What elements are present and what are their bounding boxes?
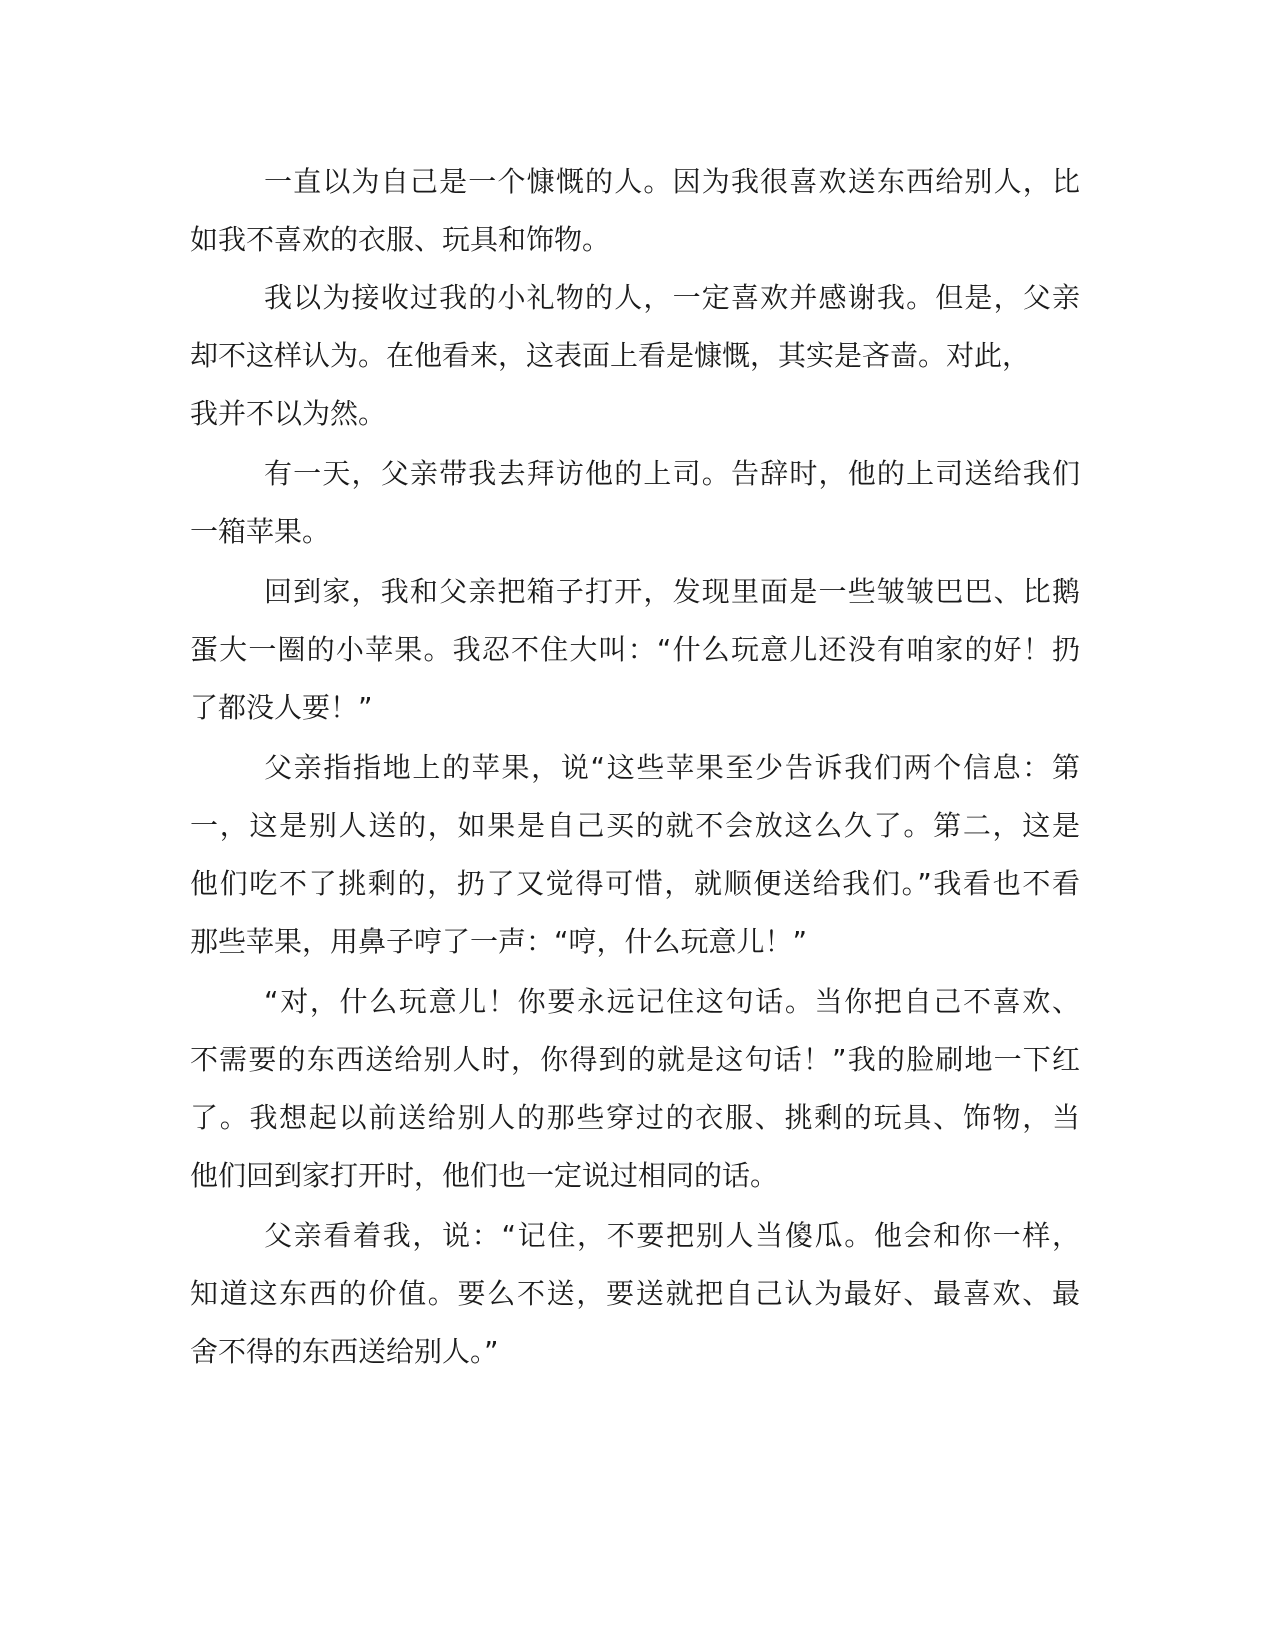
- paragraph-2-line-1: 我以为接收过我的小礼物的人，一定喜欢并感谢我。但是，父亲: [264, 281, 1080, 314]
- paragraph-3-line-2: 一箱苹果。: [190, 515, 331, 548]
- paragraph-4-line-2: 蛋大一圈的小苹果。我忍不住大叫：“什么玩意儿还没有咱家的好！扔: [190, 633, 1080, 666]
- paragraph-6-line-2: 不需要的东西送给别人时，你得到的就是这句话！”我的脸刷地一下红: [190, 1043, 1080, 1076]
- paragraph-4-line-1: 回到家，我和父亲把箱子打开，发现里面是一些皱皱巴巴、比鹅: [264, 575, 1080, 608]
- paragraph-3-line-1: 有一天，父亲带我去拜访他的上司。告辞时，他的上司送给我们: [264, 457, 1080, 490]
- paragraph-5-line-4: 那些苹果，用鼻子哼了一声：“哼，什么玩意儿！”: [190, 925, 808, 958]
- paragraph-7-line-3: 舍不得的东西送给别人。”: [190, 1335, 499, 1368]
- paragraph-2-line-2: 却不这样认为。在他看来，这表面上看是慷慨，其实是吝啬。对此，: [190, 339, 1031, 372]
- paragraph-7-line-2: 知道这东西的价值。要么不送，要送就把自己认为最好、最喜欢、最: [190, 1277, 1080, 1310]
- paragraph-7-line-1: 父亲看着我，说：“记住，不要把别人当傻瓜。他会和你一样，: [264, 1219, 1080, 1252]
- paragraph-6-line-3: 了。我想起以前送给别人的那些穿过的衣服、挑剩的玩具、饰物，当: [190, 1101, 1080, 1134]
- paragraph-6-line-4: 他们回到家打开时，他们也一定说过相同的话。: [190, 1159, 779, 1192]
- paragraph-2-line-3: 我并不以为然。: [190, 397, 387, 430]
- paragraph-5-line-2: 一，这是别人送的，如果是自己买的就不会放这么久了。第二，这是: [190, 809, 1080, 842]
- paragraph-4-line-3: 了都没人要！”: [190, 691, 373, 724]
- paragraph-5-line-3: 他们吃不了挑剩的，扔了又觉得可惜，就顺便送给我们。”我看也不看: [190, 867, 1080, 900]
- paragraph-5-line-1: 父亲指指地上的苹果，说“这些苹果至少告诉我们两个信息：第: [264, 751, 1080, 784]
- paragraph-6-line-1: “对，什么玩意儿！你要永远记住这句话。当你把自己不喜欢、: [264, 985, 1080, 1018]
- paragraph-1-line-2: 如我不喜欢的衣服、玩具和饰物。: [190, 223, 611, 256]
- paragraph-1-line-1: 一直以为自己是一个慷慨的人。因为我很喜欢送东西给别人，比: [264, 165, 1080, 198]
